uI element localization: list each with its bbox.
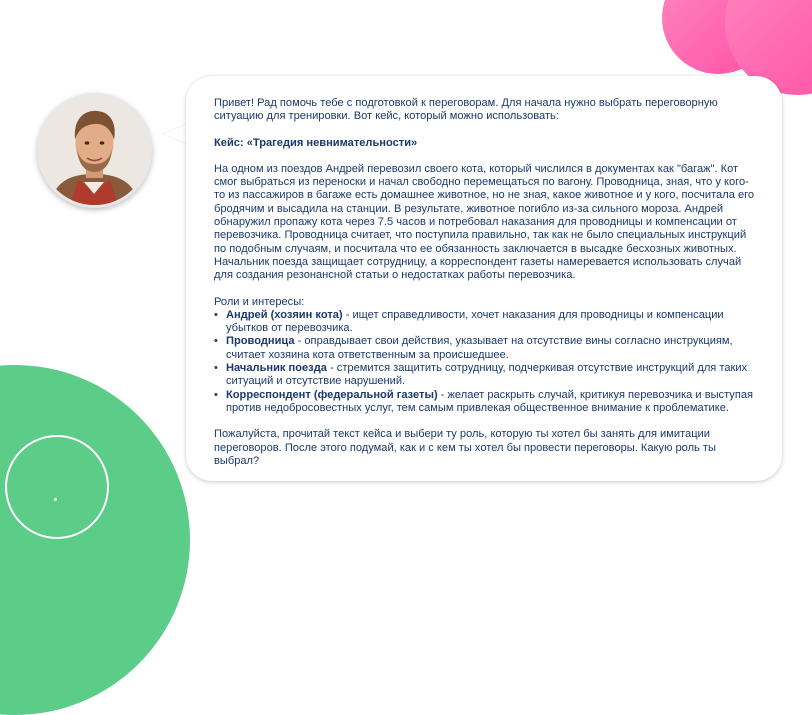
role-item [226, 389, 758, 416]
role-name: Андрей (хозяин кота) [226, 308, 343, 321]
role-name: Корреспондент (федеральной газеты) [226, 388, 438, 401]
role-name: Начальник поезда [226, 362, 327, 375]
role-description: - оправдывает свои действия, указывает на отсутствие вины согласно инструкциям, считает хозяина кота ответственным за происшедшее. [226, 335, 733, 361]
bot-avatar [37, 93, 152, 208]
role-item [226, 362, 758, 389]
case-description: На одном из поездов Андрей перевозил своего кота, который числился в документах как "багаж". Кот смог выбраться из переноски и начал свободно перемещаться по вагону. Проводница, зная, что у кого-то из пассажиров в багаже есть домашнее животное, но не зная, какое животное и у кого, посчитала его бродячим и высадила на станции. В результате, животное погибло из-за сильного мороза. Андрей обнаружил пропажу кота через 7.5 часов и потребовал наказания для проводницы и компенсации от перевозчика. Проводница считает, что поступила правильно, так как не было специальных инструкций по подобным случаям, и посчитала что ее обязанность заключается в высадке бесхозных животных. Начальник поезда защищает сотрудницу, а корреспондент газеты намеревается использовать случай для создания резонансной статьи о недостатках работы перевозчика. [214, 162, 755, 282]
role-description: - стремится защитить сотрудницу, подчеркивая отсутствие инструкций для таких ситуаций и отсутствие нарушений. [226, 362, 748, 388]
bubble-tail [163, 124, 187, 144]
greeting-text: Привет! Рад помочь тебе с подготовкой к переговорам. Для начала нужно выбрать переговорную ситуацию для тренировки. Вот кейс, который можно использовать: [214, 97, 718, 123]
man-portrait-icon [40, 96, 149, 205]
closing-question: Пожалуйста, прочитай текст кейса и выбери ту роль, которую ты хотел бы занять для имитации переговоров. После этого подумай, как и с кем ты хотел бы провести переговоры. Какую роль ты выбрал? [214, 428, 716, 467]
role-description: - ищет справедливости, хочет наказания для проводницы и компенсации убытков от перевозчика. [226, 308, 724, 335]
case-title: Кейс: «Трагедия невнимательности» [214, 136, 418, 149]
roles-heading: Роли и интересы: [214, 295, 305, 308]
decor-white-ring [5, 435, 109, 539]
role-name: Проводница [226, 335, 295, 348]
role-description: - желает раскрыть случай, критикуя перевозчика и выступая против недобросовестных услуг, тем самым привлекая общественное внимание к проблематике. [226, 388, 754, 414]
decor-green-circle [0, 365, 190, 715]
role-item [226, 335, 758, 362]
role-item [226, 309, 758, 336]
chat-message-bubble [186, 76, 782, 481]
decor-white-dot [54, 498, 57, 501]
roles-list [214, 309, 758, 415]
